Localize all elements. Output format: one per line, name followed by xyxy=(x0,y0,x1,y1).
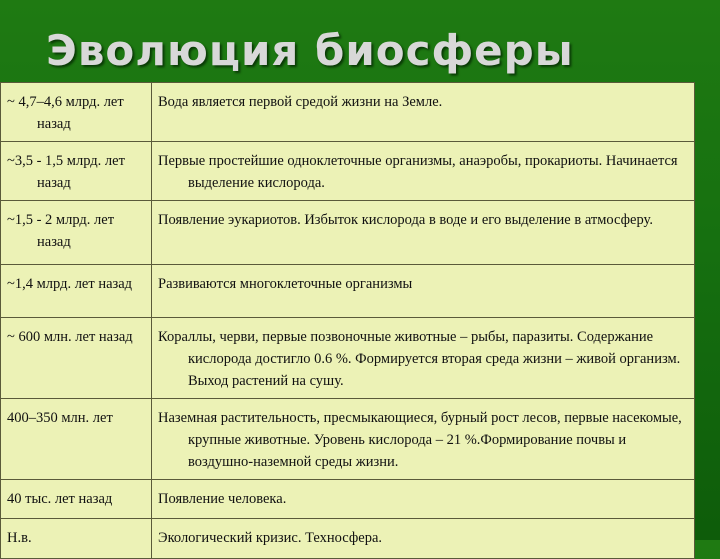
period-cell xyxy=(1,399,152,480)
event-text: Вода является первой средой жизни на Земле. xyxy=(158,94,443,110)
event-text: Наземная растительность, пресмыкающиеся, бурный рост лесов, первые насекомые, крупные животные. Уровень кислорода – 21 %.Формирование почвы и воздушно-наземной среды жизни. xyxy=(158,410,682,470)
period-cell xyxy=(1,318,152,399)
period-text: 400–350 млн. лет xyxy=(7,410,113,426)
event-text: Кораллы, черви, первые позвоночные животные – рыбы, паразиты. Содержание кислорода достигло 0.6 %. Формируется вторая среда жизни – живой организм. Выход растений на сушу. xyxy=(158,329,681,389)
period-cell xyxy=(1,142,152,201)
table-row xyxy=(1,142,695,201)
period-cell xyxy=(1,265,152,318)
event-cell xyxy=(152,83,695,142)
event-cell xyxy=(152,201,695,265)
event-cell xyxy=(152,399,695,480)
period-text: 40 тыс. лет назад xyxy=(7,491,113,507)
table-row xyxy=(1,399,695,480)
table-row xyxy=(1,519,695,559)
event-text: Развиваются многоклеточные организмы xyxy=(158,276,413,292)
event-text: Появление эукариотов. Избыток кислорода в воде и его выделение в атмосферу. xyxy=(158,212,653,228)
period-text: Н.в. xyxy=(7,530,32,546)
period-cell xyxy=(1,480,152,519)
table-row xyxy=(1,318,695,399)
period-cell xyxy=(1,83,152,142)
period-cell xyxy=(1,201,152,265)
event-text: Появление человека. xyxy=(158,491,287,507)
event-cell xyxy=(152,519,695,559)
event-text: Экологический кризис. Техносфера. xyxy=(158,530,382,546)
period-text: ~ 4,7–4,6 млрд. лет назад xyxy=(7,94,124,132)
event-cell xyxy=(152,480,695,519)
evolution-table xyxy=(0,82,695,559)
event-text: Первые простейшие одноклеточные организмы, анаэробы, прокариоты. Начинается выделение кислорода. xyxy=(158,153,678,191)
slide-title: Эволюция биосферы xyxy=(46,26,574,75)
event-cell xyxy=(152,142,695,201)
table-row xyxy=(1,83,695,142)
period-text: ~3,5 - 1,5 млрд. лет назад xyxy=(7,153,125,191)
event-cell xyxy=(152,318,695,399)
table-row xyxy=(1,201,695,265)
event-cell xyxy=(152,265,695,318)
period-text: ~1,4 млрд. лет назад xyxy=(7,276,133,292)
period-cell xyxy=(1,519,152,559)
table-row xyxy=(1,265,695,318)
period-text: ~1,5 - 2 млрд. лет назад xyxy=(7,212,115,250)
table-row xyxy=(1,480,695,519)
period-text: ~ 600 млн. лет назад xyxy=(7,329,133,345)
